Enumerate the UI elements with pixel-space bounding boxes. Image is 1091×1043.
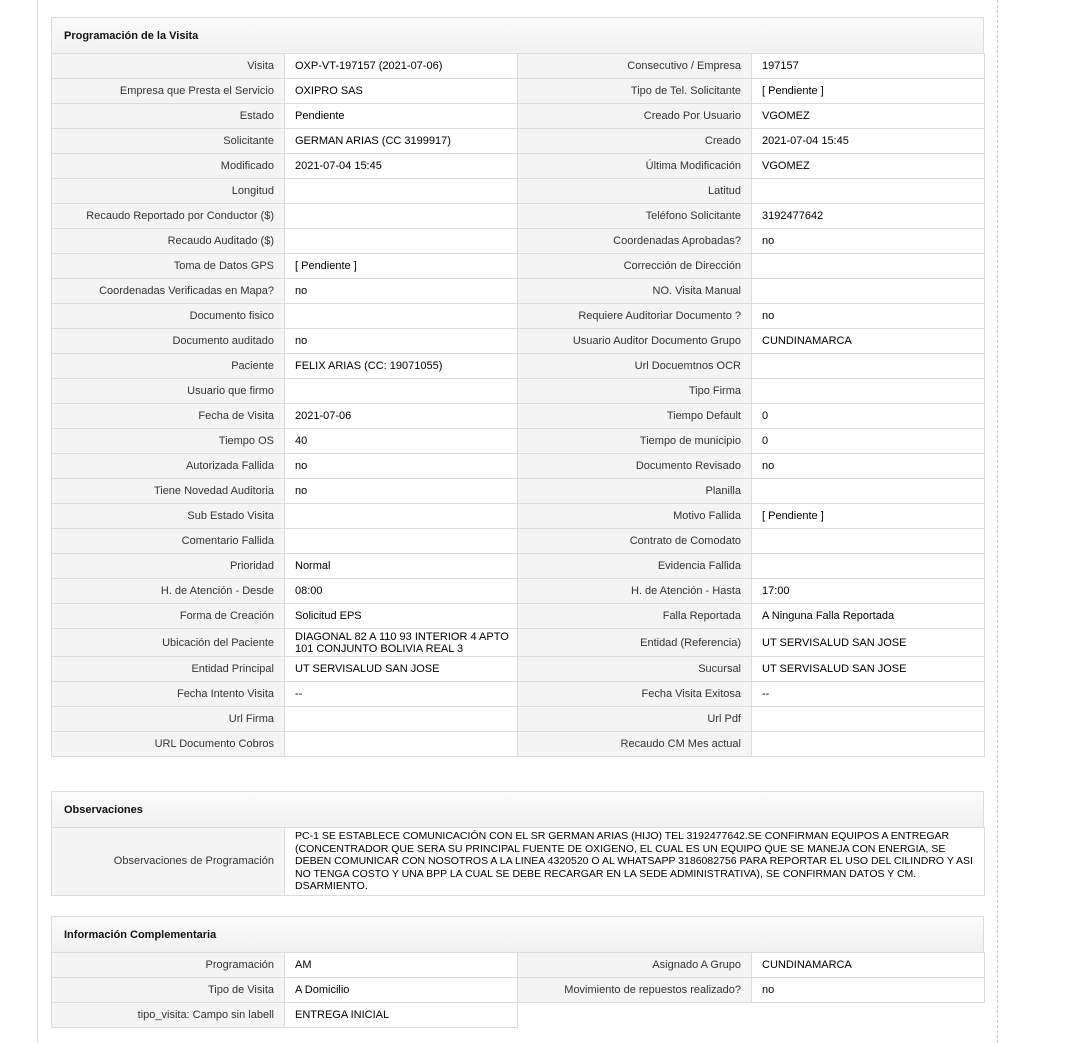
contrato-de-comodato-label: Contrato de Comodato <box>518 529 752 554</box>
solicitante-label: Solicitante <box>52 129 285 154</box>
planilla-label: Planilla <box>518 479 752 504</box>
url-firma-value <box>285 707 518 732</box>
h-de-atencion-hasta-value: 17:00 <box>752 579 985 604</box>
observaciones-row <box>52 828 985 896</box>
ubicacion-del-paciente-value: DIAGONAL 82 A 110 93 INTERIOR 4 APTO 101 CONJUNTO BOLIVIA REAL 3 <box>285 629 518 657</box>
tiempo-os-label: Tiempo OS <box>52 429 285 454</box>
prioridad-value: Normal <box>285 554 518 579</box>
prioridad-label: Prioridad <box>52 554 285 579</box>
movimiento-de-repuestos-realizado-label: Movimiento de repuestos realizado? <box>518 978 752 1003</box>
tipo-visita-campo-sin-labell-label: tipo_visita: Campo sin labell <box>52 1003 285 1028</box>
url-pdf-value <box>752 707 985 732</box>
table-row <box>52 329 985 354</box>
observaciones-section <box>51 791 984 896</box>
tiene-novedad-auditoria-label: Tiene Novedad Auditoria <box>52 479 285 504</box>
table-row <box>52 254 985 279</box>
usuario-que-firmo-label: Usuario que firmo <box>52 379 285 404</box>
observaciones-header: Observaciones <box>51 791 984 827</box>
recaudo-reportado-por-conductor-label: Recaudo Reportado por Conductor ($) <box>52 204 285 229</box>
table-row <box>52 154 985 179</box>
empresa-que-presta-el-servicio-value: OXIPRO SAS <box>285 79 518 104</box>
estado-value: Pendiente <box>285 104 518 129</box>
visita-value: OXP-VT-197157 (2021-07-06) <box>285 54 518 79</box>
recaudo-auditado-label: Recaudo Auditado ($) <box>52 229 285 254</box>
h-de-atencion-desde-label: H. de Atención - Desde <box>52 579 285 604</box>
motivo-fallida-value: [ Pendiente ] <box>752 504 985 529</box>
sub-estado-visita-value <box>285 504 518 529</box>
url-pdf-label: Url Pdf <box>518 707 752 732</box>
longitud-label: Longitud <box>52 179 285 204</box>
table-row <box>52 732 985 757</box>
planilla-value <box>752 479 985 504</box>
ultima-modificacion-value: VGOMEZ <box>752 154 985 179</box>
programacion-value: AM <box>285 953 518 978</box>
entidad-principal-value: UT SERVISALUD SAN JOSE <box>285 657 518 682</box>
programacion-header: Programación de la Visita <box>51 17 984 53</box>
empty-cell <box>518 1003 985 1028</box>
complementaria-header: Información Complementaria <box>51 916 984 952</box>
estado-label: Estado <box>52 104 285 129</box>
solicitante-value: GERMAN ARIAS (CC 3199917) <box>285 129 518 154</box>
tiene-novedad-auditoria-value: no <box>285 479 518 504</box>
tipo-de-tel-solicitante-label: Tipo de Tel. Solicitante <box>518 79 752 104</box>
complementaria-table <box>51 952 985 1028</box>
table-row <box>52 179 985 204</box>
asignado-a-grupo-value: CUNDINAMARCA <box>752 953 985 978</box>
visita-label: Visita <box>52 54 285 79</box>
latitud-label: Latitud <box>518 179 752 204</box>
comentario-fallida-value <box>285 529 518 554</box>
asignado-a-grupo-label: Asignado A Grupo <box>518 953 752 978</box>
documento-revisado-label: Documento Revisado <box>518 454 752 479</box>
left-border <box>37 0 38 1043</box>
entidad-referencia-label: Entidad (Referencia) <box>518 629 752 657</box>
observaciones-table <box>51 827 985 896</box>
table-row <box>52 79 985 104</box>
modificado-label: Modificado <box>52 154 285 179</box>
fecha-intento-visita-label: Fecha Intento Visita <box>52 682 285 707</box>
usuario-auditor-documento-grupo-label: Usuario Auditor Documento Grupo <box>518 329 752 354</box>
contrato-de-comodato-value <box>752 529 985 554</box>
requiere-auditoriar-documento-label: Requiere Auditoriar Documento ? <box>518 304 752 329</box>
right-dashed-border <box>997 0 998 1043</box>
programacion-label: Programación <box>52 953 285 978</box>
toma-de-datos-gps-label: Toma de Datos GPS <box>52 254 285 279</box>
creado-por-usuario-label: Creado Por Usuario <box>518 104 752 129</box>
table-row <box>52 379 985 404</box>
table-row <box>52 104 985 129</box>
evidencia-fallida-label: Evidencia Fallida <box>518 554 752 579</box>
h-de-atencion-desde-value: 08:00 <box>285 579 518 604</box>
paciente-label: Paciente <box>52 354 285 379</box>
table-row <box>52 707 985 732</box>
ultima-modificacion-label: Última Modificación <box>518 154 752 179</box>
table-row <box>52 204 985 229</box>
table-row <box>52 604 985 629</box>
fecha-visita-exitosa-value: -- <box>752 682 985 707</box>
documento-fisico-value <box>285 304 518 329</box>
coordenadas-aprobadas-value: no <box>752 229 985 254</box>
forma-de-creacion-label: Forma de Creación <box>52 604 285 629</box>
tiempo-default-value: 0 <box>752 404 985 429</box>
tiempo-default-label: Tiempo Default <box>518 404 752 429</box>
telefono-solicitante-label: Teléfono Solicitante <box>518 204 752 229</box>
table-row <box>52 529 985 554</box>
table-row <box>52 682 985 707</box>
table-row <box>52 229 985 254</box>
movimiento-de-repuestos-realizado-value: no <box>752 978 985 1003</box>
consecutivo-empresa-label: Consecutivo / Empresa <box>518 54 752 79</box>
correccion-de-direccion-label: Corrección de Dirección <box>518 254 752 279</box>
falla-reportada-label: Falla Reportada <box>518 604 752 629</box>
url-documento-cobros-value <box>285 732 518 757</box>
consecutivo-empresa-value: 197157 <box>752 54 985 79</box>
recaudo-cm-mes-actual-value <box>752 732 985 757</box>
url-documento-cobros-label: URL Documento Cobros <box>52 732 285 757</box>
falla-reportada-value: A Ninguna Falla Reportada <box>752 604 985 629</box>
fecha-visita-exitosa-label: Fecha Visita Exitosa <box>518 682 752 707</box>
table-row <box>52 479 985 504</box>
latitud-value <box>752 179 985 204</box>
url-docuemtnos-ocr-value <box>752 354 985 379</box>
sucursal-value: UT SERVISALUD SAN JOSE <box>752 657 985 682</box>
observaciones-value: PC-1 SE ESTABLECE COMUNICACIÓN CON EL SR GERMAN ARIAS (HIJO) TEL 3192477642.SE CONFIRMAN EQUIPOS A ENTREGAR (CONCENTRADOR QUE SERA SU PRINCIPAL FUENTE DE OXIGENO, EL CUAL ES UN EQUIPO QUE SE MANEJA CON ENERGIA, SE DEBEN COMUNICAR CON NOSOTROS A LA LINEA 4320520 O AL WHATSAPP 3186082756 PARA REPORTAR EL USO DEL CILINDRO Y ASI NO TENGA COSTO Y UNA BPP LA CUAL SE DEBE RECARGAR EN LA SEDE ADMINISTRATIVA), SE CONFIRMAN DATOS Y CM. DSARMIENTO. <box>285 828 985 896</box>
table-row <box>52 554 985 579</box>
table-row <box>52 279 985 304</box>
toma-de-datos-gps-value: [ Pendiente ] <box>285 254 518 279</box>
sub-estado-visita-label: Sub Estado Visita <box>52 504 285 529</box>
fecha-de-visita-value: 2021-07-06 <box>285 404 518 429</box>
evidencia-fallida-value <box>752 554 985 579</box>
coordenadas-verificadas-en-mapa-value: no <box>285 279 518 304</box>
no-visita-manual-label: NO. Visita Manual <box>518 279 752 304</box>
motivo-fallida-label: Motivo Fallida <box>518 504 752 529</box>
programacion-section <box>51 17 984 757</box>
tipo-visita-campo-sin-labell-value: ENTREGA INICIAL <box>285 1003 518 1028</box>
creado-por-usuario-value: VGOMEZ <box>752 104 985 129</box>
observaciones-label: Observaciones de Programación <box>52 828 285 896</box>
table-row <box>52 404 985 429</box>
sucursal-label: Sucursal <box>518 657 752 682</box>
no-visita-manual-value <box>752 279 985 304</box>
autorizada-fallida-value: no <box>285 454 518 479</box>
documento-fisico-label: Documento fisico <box>52 304 285 329</box>
recaudo-reportado-por-conductor-value <box>285 204 518 229</box>
entidad-principal-label: Entidad Principal <box>52 657 285 682</box>
modificado-value: 2021-07-04 15:45 <box>285 154 518 179</box>
usuario-auditor-documento-grupo-value: CUNDINAMARCA <box>752 329 985 354</box>
fecha-intento-visita-value: -- <box>285 682 518 707</box>
table-row <box>52 657 985 682</box>
tipo-firma-value <box>752 379 985 404</box>
table-row <box>52 354 985 379</box>
table-row <box>52 504 985 529</box>
table-row <box>52 304 985 329</box>
usuario-que-firmo-value <box>285 379 518 404</box>
creado-label: Creado <box>518 129 752 154</box>
forma-de-creacion-value: Solicitud EPS <box>285 604 518 629</box>
coordenadas-aprobadas-label: Coordenadas Aprobadas? <box>518 229 752 254</box>
tipo-de-tel-solicitante-value: [ Pendiente ] <box>752 79 985 104</box>
fecha-de-visita-label: Fecha de Visita <box>52 404 285 429</box>
programacion-table <box>51 53 985 757</box>
recaudo-auditado-value <box>285 229 518 254</box>
table-row <box>52 429 985 454</box>
table-row <box>52 579 985 604</box>
recaudo-cm-mes-actual-label: Recaudo CM Mes actual <box>518 732 752 757</box>
empresa-que-presta-el-servicio-label: Empresa que Presta el Servicio <box>52 79 285 104</box>
longitud-value <box>285 179 518 204</box>
table-row <box>52 978 985 1003</box>
table-row <box>52 1003 985 1028</box>
table-row <box>52 454 985 479</box>
tiempo-os-value: 40 <box>285 429 518 454</box>
table-row <box>52 129 985 154</box>
h-de-atencion-hasta-label: H. de Atención - Hasta <box>518 579 752 604</box>
documento-auditado-label: Documento auditado <box>52 329 285 354</box>
table-row <box>52 953 985 978</box>
tipo-de-visita-value: A Domicilio <box>285 978 518 1003</box>
documento-auditado-value: no <box>285 329 518 354</box>
tiempo-de-municipio-label: Tiempo de municipio <box>518 429 752 454</box>
table-row <box>52 54 985 79</box>
tipo-firma-label: Tipo Firma <box>518 379 752 404</box>
requiere-auditoriar-documento-value: no <box>752 304 985 329</box>
entidad-referencia-value: UT SERVISALUD SAN JOSE <box>752 629 985 657</box>
table-row <box>52 629 985 657</box>
url-firma-label: Url Firma <box>52 707 285 732</box>
complementaria-section <box>51 916 984 1028</box>
tiempo-de-municipio-value: 0 <box>752 429 985 454</box>
tipo-de-visita-label: Tipo de Visita <box>52 978 285 1003</box>
paciente-value: FELIX ARIAS (CC: 19071055) <box>285 354 518 379</box>
coordenadas-verificadas-en-mapa-label: Coordenadas Verificadas en Mapa? <box>52 279 285 304</box>
telefono-solicitante-value: 3192477642 <box>752 204 985 229</box>
url-docuemtnos-ocr-label: Url Docuemtnos OCR <box>518 354 752 379</box>
creado-value: 2021-07-04 15:45 <box>752 129 985 154</box>
comentario-fallida-label: Comentario Fallida <box>52 529 285 554</box>
ubicacion-del-paciente-label: Ubicación del Paciente <box>52 629 285 657</box>
autorizada-fallida-label: Autorizada Fallida <box>52 454 285 479</box>
correccion-de-direccion-value <box>752 254 985 279</box>
documento-revisado-value: no <box>752 454 985 479</box>
